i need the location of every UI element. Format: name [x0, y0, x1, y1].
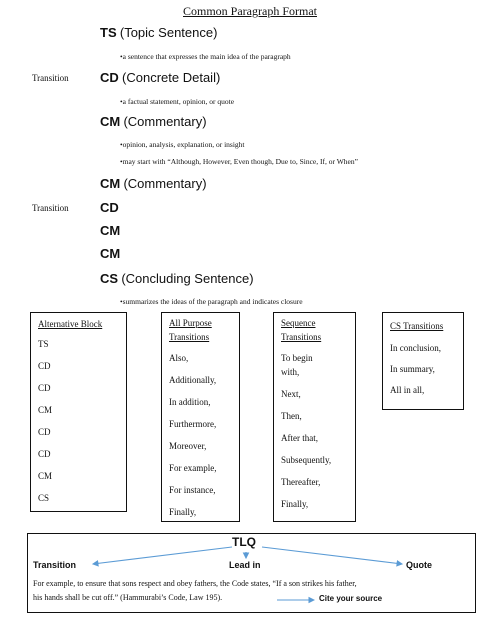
- box-item: Next,: [281, 389, 301, 399]
- page-title: Common Paragraph Format: [183, 4, 317, 18]
- tlq-title: TLQ: [232, 535, 256, 549]
- side-label-transition: Transition: [32, 73, 69, 83]
- box-item: After that,: [281, 433, 318, 443]
- box-item: CD: [38, 427, 51, 437]
- box-item: All in all,: [390, 385, 425, 395]
- box-heading: All Purpose: [169, 318, 212, 328]
- box-item: with,: [281, 367, 300, 377]
- box-item: Also,: [169, 353, 189, 363]
- box-item: For example,: [169, 463, 217, 473]
- box-item: In addition,: [169, 397, 211, 407]
- arrow-to-quote: [262, 547, 402, 564]
- tlq-cite-label: Cite your source: [319, 594, 383, 603]
- outline-note: •a sentence that expresses the main idea of the paragraph: [120, 52, 291, 61]
- box-item: Moreover,: [169, 441, 207, 451]
- tlq-transition-label: Transition: [33, 560, 77, 570]
- box-item: In summary,: [390, 364, 435, 374]
- outline-desc: (Commentary): [123, 114, 207, 129]
- box-item: CD: [38, 361, 51, 371]
- outline-desc: (Concluding Sentence): [121, 271, 254, 286]
- box-item: CM: [38, 405, 53, 415]
- box-item: For instance,: [169, 485, 216, 495]
- outline-abbr: CM: [100, 246, 121, 261]
- outline-abbr: CS: [100, 271, 119, 286]
- outline-note: •opinion, analysis, explanation, or insight: [120, 140, 245, 149]
- outline-note: •may start with “Although, However, Even though, Due to, Since, If, or When”: [120, 157, 358, 166]
- box-item: To begin: [281, 353, 313, 363]
- outline-desc: (Commentary): [123, 176, 207, 191]
- tlq-quote-label: Quote: [406, 560, 432, 570]
- box-item: Furthermore,: [169, 419, 217, 429]
- box-heading: Alternative Block: [38, 319, 103, 329]
- box-item: Additionally,: [169, 375, 217, 385]
- outline-desc: (Concrete Detail): [122, 70, 221, 85]
- box-item: Finally,: [169, 507, 197, 517]
- box-heading: CS Transitions: [390, 321, 444, 331]
- arrow-to-transition: [93, 547, 232, 564]
- tlq-lead-in-label: Lead in: [229, 560, 261, 570]
- box-item: CM: [38, 471, 53, 481]
- box-item: In conclusion,: [390, 343, 441, 353]
- box-item: Thereafter,: [281, 477, 321, 487]
- side-label-transition: Transition: [32, 203, 69, 213]
- outline-abbr: TS: [100, 25, 117, 40]
- tlq-example-line1: For example, to ensure that sons respect and obey fathers, the Code states, “If a son strikes his father,: [33, 579, 357, 588]
- outline-note: •summarizes the ideas of the paragraph and indicates closure: [120, 297, 303, 306]
- outline-note: •a factual statement, opinion, or quote: [120, 97, 235, 106]
- outline-abbr: CM: [100, 176, 121, 191]
- box-item: CS: [38, 493, 50, 503]
- tlq-example-line2: his hands shall be cut off.” (Hammurabi’s Code, Law 195).: [33, 593, 223, 602]
- outline-abbr: CM: [100, 114, 121, 129]
- box-item: CD: [38, 449, 51, 459]
- outline-abbr: CM: [100, 223, 121, 238]
- box-heading: Sequence: [281, 318, 316, 328]
- box-item: Then,: [281, 411, 302, 421]
- box-heading: Transitions: [281, 332, 322, 342]
- outline-abbr: CD: [100, 200, 119, 215]
- box-item: CD: [38, 383, 51, 393]
- box-heading: Transitions: [169, 332, 210, 342]
- outline-abbr: CD: [100, 70, 119, 85]
- box-item: Subsequently,: [281, 455, 332, 465]
- box-item: TS: [38, 339, 49, 349]
- outline-desc: (Topic Sentence): [119, 25, 218, 40]
- box-item: Finally,: [281, 499, 309, 509]
